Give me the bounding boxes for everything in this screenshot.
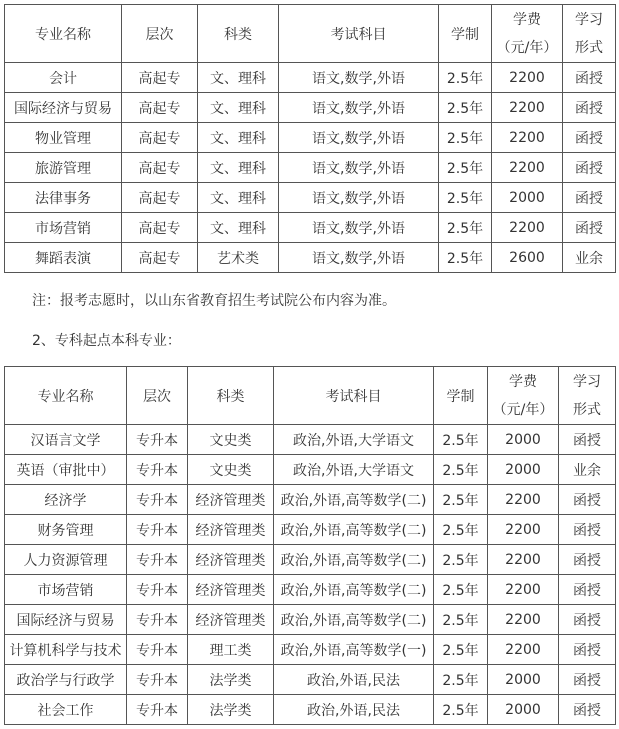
cell-major-name: 市场营销	[5, 575, 127, 605]
section-title: 2、专科起点本科专业：	[32, 333, 181, 349]
cell-category: 法学类	[188, 695, 274, 725]
cell-major-name: 旅游管理	[5, 153, 122, 183]
header-line: 形式	[575, 39, 603, 56]
cell-tuition: 2200	[492, 213, 563, 243]
cell-duration: 2.5年	[434, 665, 488, 695]
cell-major-name: 财务管理	[5, 515, 127, 545]
cell-category: 经济管理类	[188, 575, 274, 605]
cell-category: 经济管理类	[188, 545, 274, 575]
cell-study-mode: 函授	[559, 545, 616, 575]
header-line: 学费	[513, 11, 541, 28]
cell-study-mode: 函授	[563, 123, 616, 153]
header-duration: 学制	[434, 367, 488, 425]
cell-duration: 2.5年	[434, 575, 488, 605]
cell-major-name: 舞蹈表演	[5, 243, 122, 273]
cell-exam-subjects: 政治,外语,高等数学(二)	[274, 605, 434, 635]
cell-duration: 2.5年	[439, 153, 492, 183]
cell-level: 专升本	[127, 425, 188, 455]
cell-exam-subjects: 语文,数学,外语	[279, 63, 439, 93]
cell-exam-subjects: 政治,外语,高等数学(二)	[274, 575, 434, 605]
cell-duration: 2.5年	[434, 515, 488, 545]
header-line: 学费	[509, 373, 537, 390]
table-row	[5, 695, 616, 725]
cell-major-name: 政治学与行政学	[5, 665, 127, 695]
cell-level: 高起专	[122, 183, 198, 213]
cell-study-mode: 函授	[559, 485, 616, 515]
header-line: 学习	[575, 11, 603, 28]
cell-study-mode: 函授	[559, 425, 616, 455]
cell-exam-subjects: 语文,数学,外语	[279, 183, 439, 213]
table-row	[5, 455, 616, 485]
cell-study-mode: 函授	[563, 183, 616, 213]
header-exam-subjects: 考试科目	[279, 5, 439, 63]
cell-duration: 2.5年	[439, 213, 492, 243]
header-major-name: 专业名称	[5, 5, 122, 63]
cell-duration: 2.5年	[434, 485, 488, 515]
table-row	[5, 515, 616, 545]
cell-study-mode: 函授	[563, 153, 616, 183]
cell-category: 文、理科	[198, 123, 279, 153]
cell-study-mode: 业余	[563, 243, 616, 273]
cell-category: 法学类	[188, 665, 274, 695]
table-row	[5, 545, 616, 575]
cell-exam-subjects: 政治,外语,高等数学(一)	[274, 635, 434, 665]
cell-duration: 2.5年	[434, 605, 488, 635]
cell-tuition: 2200	[492, 63, 563, 93]
cell-tuition: 2200	[492, 93, 563, 123]
cell-study-mode: 函授	[559, 605, 616, 635]
cell-tuition: 2000	[488, 695, 559, 725]
cell-exam-subjects: 语文,数学,外语	[279, 213, 439, 243]
table-associate-to-bachelor	[4, 366, 616, 725]
header-exam-subjects: 考试科目	[274, 367, 434, 425]
cell-category: 文史类	[188, 425, 274, 455]
cell-tuition: 2200	[488, 515, 559, 545]
cell-level: 专升本	[127, 545, 188, 575]
header-duration: 学制	[439, 5, 492, 63]
table-row	[5, 153, 616, 183]
cell-level: 专升本	[127, 605, 188, 635]
cell-duration: 2.5年	[439, 63, 492, 93]
cell-duration: 2.5年	[439, 183, 492, 213]
header-line: （元/年）	[492, 401, 554, 418]
cell-category: 文、理科	[198, 213, 279, 243]
cell-tuition: 2200	[488, 485, 559, 515]
cell-duration: 2.5年	[434, 635, 488, 665]
cell-category: 经济管理类	[188, 515, 274, 545]
cell-exam-subjects: 政治,外语,高等数学(二)	[274, 515, 434, 545]
header-line: 形式	[573, 401, 601, 418]
cell-level: 高起专	[122, 243, 198, 273]
cell-category: 理工类	[188, 635, 274, 665]
cell-tuition: 2000	[492, 183, 563, 213]
cell-study-mode: 函授	[563, 63, 616, 93]
table-row	[5, 63, 616, 93]
cell-study-mode: 函授	[563, 213, 616, 243]
cell-major-name: 物业管理	[5, 123, 122, 153]
table-row	[5, 123, 616, 153]
cell-tuition: 2000	[488, 425, 559, 455]
header-tuition	[492, 5, 563, 63]
cell-tuition: 2000	[488, 665, 559, 695]
table-header-row	[5, 367, 616, 425]
cell-tuition: 2200	[488, 635, 559, 665]
cell-exam-subjects: 语文,数学,外语	[279, 123, 439, 153]
cell-major-name: 市场营销	[5, 213, 122, 243]
cell-tuition: 2200	[492, 153, 563, 183]
cell-major-name: 经济学	[5, 485, 127, 515]
cell-major-name: 英语（审批中）	[5, 455, 127, 485]
cell-level: 专升本	[127, 665, 188, 695]
cell-major-name: 国际经济与贸易	[5, 605, 127, 635]
table-row	[5, 213, 616, 243]
cell-level: 专升本	[127, 455, 188, 485]
cell-major-name: 汉语言文学	[5, 425, 127, 455]
cell-duration: 2.5年	[434, 455, 488, 485]
header-category: 科类	[188, 367, 274, 425]
cell-level: 专升本	[127, 695, 188, 725]
header-category: 科类	[198, 5, 279, 63]
table-row	[5, 243, 616, 273]
table-row	[5, 665, 616, 695]
cell-exam-subjects: 政治,外语,民法	[274, 695, 434, 725]
cell-category: 经济管理类	[188, 485, 274, 515]
cell-major-name: 国际经济与贸易	[5, 93, 122, 123]
table-row	[5, 93, 616, 123]
cell-major-name: 社会工作	[5, 695, 127, 725]
table-row	[5, 605, 616, 635]
header-line: （元/年）	[496, 39, 558, 56]
cell-exam-subjects: 语文,数学,外语	[279, 153, 439, 183]
header-level: 层次	[122, 5, 198, 63]
cell-level: 高起专	[122, 123, 198, 153]
cell-study-mode: 函授	[563, 93, 616, 123]
header-line: 学习	[573, 373, 601, 390]
cell-exam-subjects: 政治,外语,大学语文	[274, 425, 434, 455]
cell-tuition: 2200	[492, 123, 563, 153]
cell-category: 艺术类	[198, 243, 279, 273]
table-row	[5, 575, 616, 605]
cell-exam-subjects: 语文,数学,外语	[279, 93, 439, 123]
cell-major-name: 会计	[5, 63, 122, 93]
cell-level: 专升本	[127, 485, 188, 515]
cell-tuition: 2200	[488, 545, 559, 575]
cell-level: 专升本	[127, 515, 188, 545]
cell-category: 文、理科	[198, 63, 279, 93]
cell-level: 高起专	[122, 153, 198, 183]
cell-exam-subjects: 语文,数学,外语	[279, 243, 439, 273]
cell-level: 高起专	[122, 93, 198, 123]
cell-duration: 2.5年	[434, 695, 488, 725]
cell-level: 专升本	[127, 575, 188, 605]
cell-level: 高起专	[122, 63, 198, 93]
cell-exam-subjects: 政治,外语,高等数学(二)	[274, 485, 434, 515]
table-header-row	[5, 5, 616, 63]
cell-study-mode: 函授	[559, 695, 616, 725]
cell-category: 文、理科	[198, 153, 279, 183]
cell-tuition: 2200	[488, 605, 559, 635]
table-row	[5, 425, 616, 455]
header-study-mode	[559, 367, 616, 425]
cell-study-mode: 函授	[559, 665, 616, 695]
cell-category: 文、理科	[198, 183, 279, 213]
cell-tuition: 2200	[488, 575, 559, 605]
cell-tuition: 2600	[492, 243, 563, 273]
cell-duration: 2.5年	[439, 123, 492, 153]
cell-category: 经济管理类	[188, 605, 274, 635]
cell-major-name: 计算机科学与技术	[5, 635, 127, 665]
cell-category: 文、理科	[198, 93, 279, 123]
cell-exam-subjects: 政治,外语,高等数学(二)	[274, 545, 434, 575]
table-high-to-associate	[4, 4, 616, 273]
table-row	[5, 485, 616, 515]
table-row	[5, 635, 616, 665]
cell-study-mode: 函授	[559, 515, 616, 545]
cell-level: 高起专	[122, 213, 198, 243]
cell-duration: 2.5年	[434, 545, 488, 575]
cell-exam-subjects: 政治,外语,民法	[274, 665, 434, 695]
header-level: 层次	[127, 367, 188, 425]
cell-duration: 2.5年	[434, 425, 488, 455]
cell-major-name: 人力资源管理	[5, 545, 127, 575]
cell-duration: 2.5年	[439, 243, 492, 273]
cell-major-name: 法律事务	[5, 183, 122, 213]
cell-study-mode: 函授	[559, 635, 616, 665]
cell-tuition: 2000	[488, 455, 559, 485]
header-major-name: 专业名称	[5, 367, 127, 425]
header-study-mode	[563, 5, 616, 63]
cell-study-mode: 业余	[559, 455, 616, 485]
cell-study-mode: 函授	[559, 575, 616, 605]
cell-level: 专升本	[127, 635, 188, 665]
table-row	[5, 183, 616, 213]
cell-category: 文史类	[188, 455, 274, 485]
note-text: 注：报考志愿时，以山东省教育招生考试院公布内容为准。	[32, 293, 396, 309]
cell-exam-subjects: 政治,外语,大学语文	[274, 455, 434, 485]
header-tuition	[488, 367, 559, 425]
cell-duration: 2.5年	[439, 93, 492, 123]
